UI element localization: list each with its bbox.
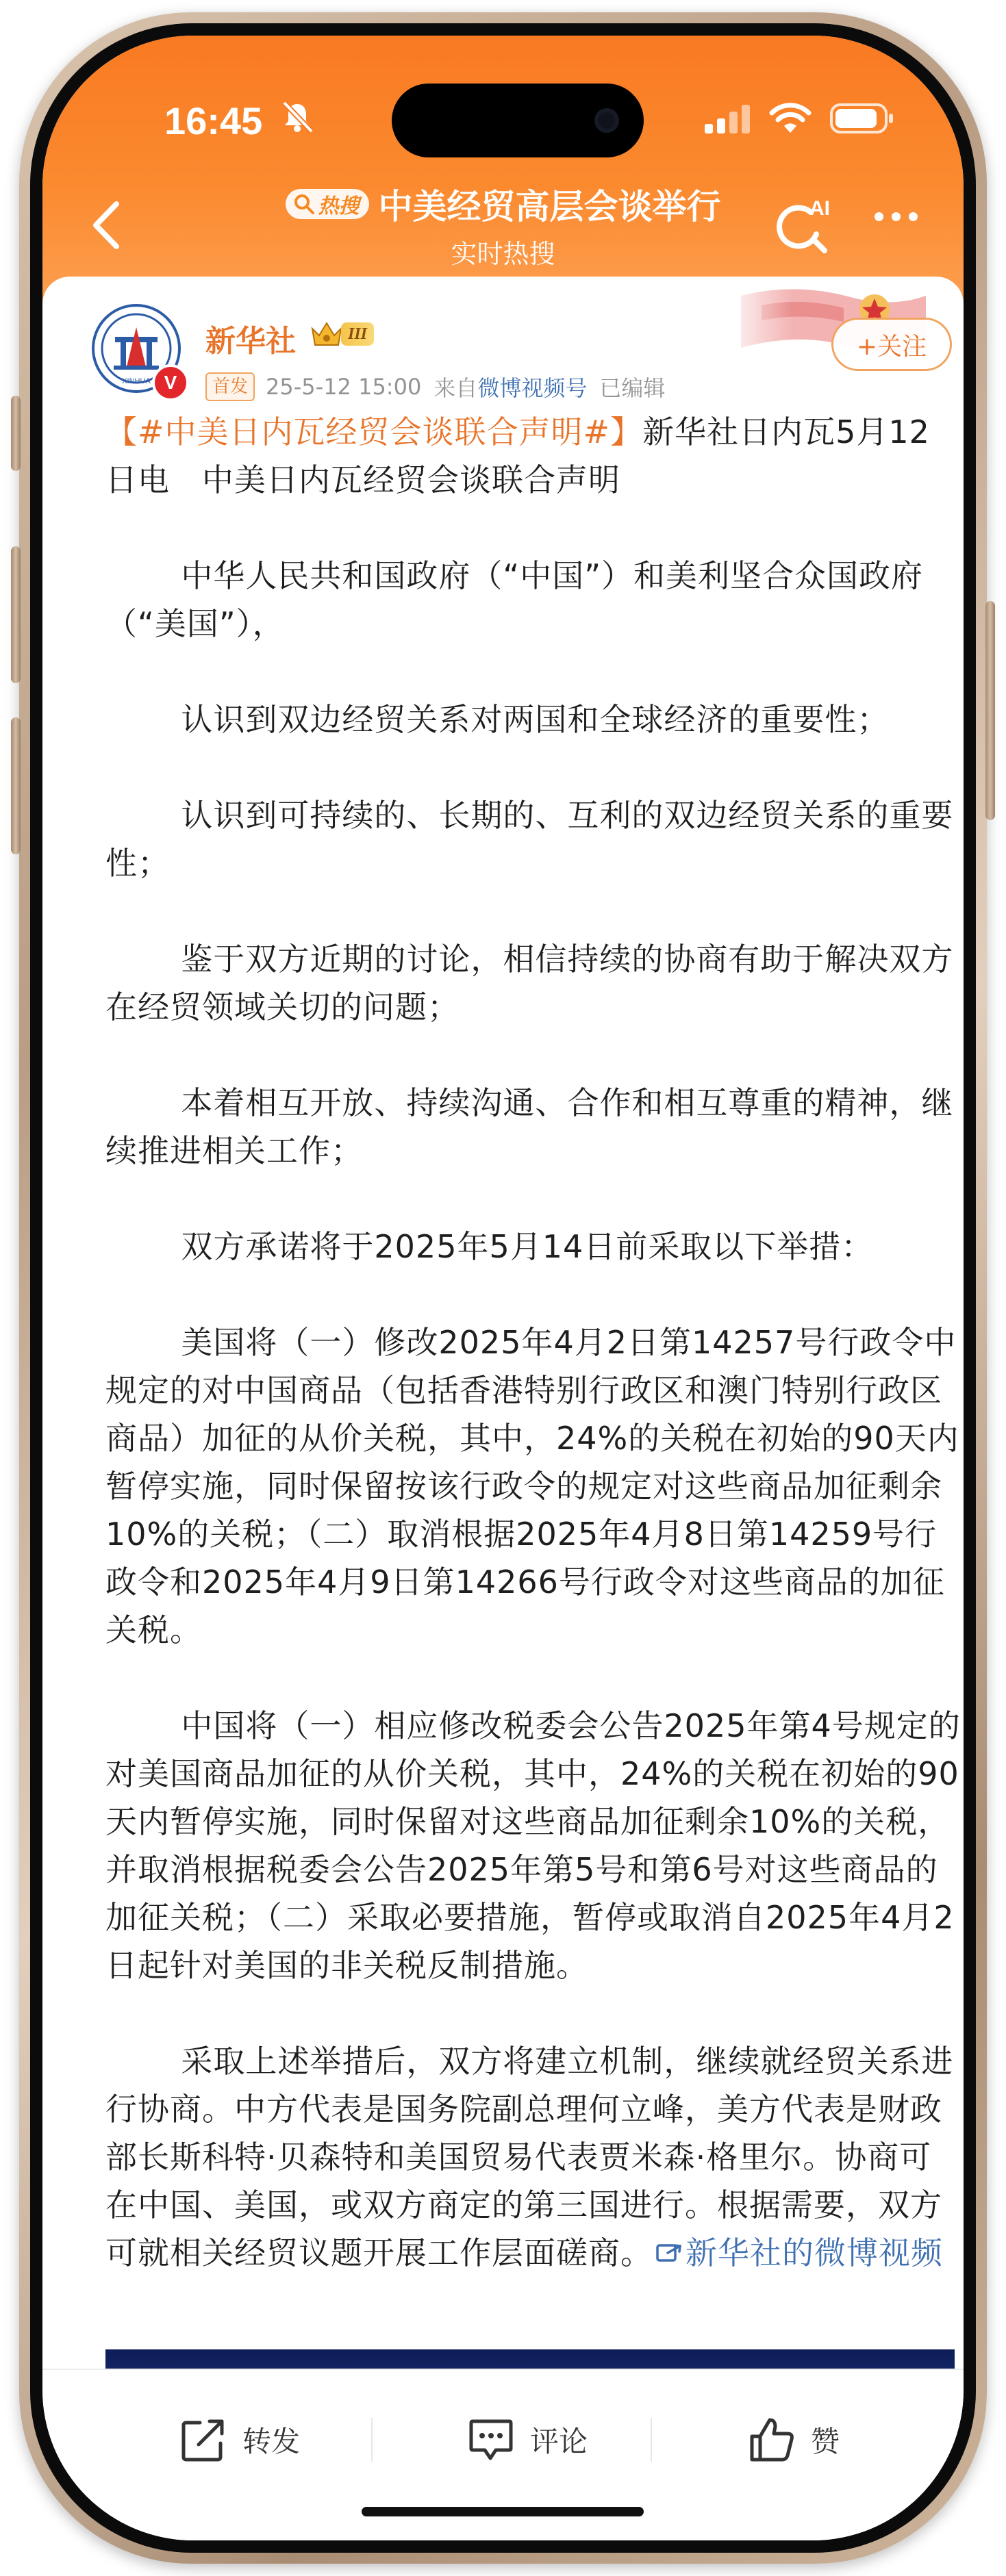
like-label: 赞 — [811, 2425, 840, 2458]
first-release-tag: 首发 — [205, 372, 255, 401]
verified-icon: V — [152, 364, 189, 401]
battery-icon — [829, 102, 895, 135]
repost-label: 转发 — [242, 2425, 301, 2458]
status-time: 16:45 — [164, 99, 263, 142]
wifi-icon — [769, 103, 812, 134]
post-body — [105, 408, 961, 2325]
post-paragraph: 美国将（一）修改2025年4月2日第14257号行政令中规定的对中国商品（包括香港特别行政区和澳门特别行政区商品）加征的从价关税，其中，24%的关税在初始的90天内暂停实施，同时保留按该行政令的规定对这些商品加征剩余10%的关税；（二）取消根据2025年4月8日第14259号行政令和2025年4月9日第14266号行政令对这些商品的加征关税。 — [105, 1324, 959, 1648]
video-link[interactable]: 新华社的微博视频 — [653, 2234, 943, 2271]
post-paragraph: 本着相互开放、持续沟通、合作和相互尊重的精神，继续推进相关工作； — [105, 1084, 954, 1169]
hashtag-link[interactable]: 【#中美日内瓦经贸会谈联合声明#】 — [105, 413, 643, 450]
post-paragraph: 中国将（一）相应修改税委会公告2025年第4号规定的对美国商品加征的从价关税，其中，24%的关税在初始的90天内暂停实施，同时保留对这些商品加征剩余10%的关税，并取消根据税委会公告2025年第5号和第6号对这些商品的加征关税；（二）采取必要措施，暂停或取消自2025年4月2日起针对美国的非关税反制措施。 — [105, 1707, 961, 1984]
post-card — [42, 277, 964, 2330]
thumbs-up-icon — [748, 2416, 796, 2464]
comment-icon — [467, 2416, 515, 2464]
source-prefix: 来自 — [433, 375, 478, 401]
post-datetime: 25-5-12 15:00 — [266, 374, 422, 400]
comment-label: 评论 — [530, 2425, 588, 2458]
volume-down-button — [11, 717, 21, 854]
power-button — [985, 601, 995, 820]
ai-badge-text: AI — [809, 197, 830, 220]
home-indicator[interactable] — [362, 2507, 644, 2516]
volume-up-button — [11, 546, 21, 683]
action-divider — [371, 2418, 373, 2462]
vip-level: III — [341, 322, 374, 346]
post-meta — [205, 371, 665, 403]
ai-search-icon — [768, 192, 844, 260]
cellular-signal-icon — [703, 103, 751, 133]
like-button[interactable] — [748, 2412, 840, 2467]
hot-search-badge-label: 热搜 — [318, 194, 360, 218]
post-intro: 【#中美日内瓦经贸会谈联合声明#】新华社日内瓦5月12日电 中美日内瓦经贸会谈联合声明 — [105, 413, 930, 498]
crown-icon — [310, 319, 344, 349]
repost-button[interactable] — [179, 2412, 300, 2467]
phone-frame — [19, 12, 987, 2564]
comment-button[interactable] — [467, 2412, 588, 2467]
post-paragraph: 鉴于双方近期的讨论，相信持续的协商有助于解决双方在经贸领域关切的问题； — [105, 941, 954, 1025]
follow-button[interactable]: +关注 — [831, 318, 952, 371]
page-title: 中美经贸高层会谈举行 — [378, 187, 721, 227]
post-paragraph: 认识到双边经贸关系对两国和全球经济的重要性； — [181, 701, 890, 738]
edited-label: 已编辑 — [599, 375, 666, 401]
screen — [42, 36, 964, 2540]
post-paragraph: 中华人民共和国政府（“中国”）和美利坚合众国政府（“美国”）， — [105, 557, 924, 642]
post-paragraph: 双方承诺将于2025年5月14日前采取以下举措： — [181, 1228, 874, 1265]
vip-badge[interactable] — [310, 316, 374, 352]
action-divider — [651, 2418, 652, 2462]
more-icon[interactable] — [875, 212, 922, 233]
author-name[interactable]: 新华社 — [205, 324, 296, 359]
svg-text:XINHUA: XINHUA — [122, 377, 151, 385]
ai-search-button[interactable] — [768, 192, 844, 260]
video-link-icon — [655, 2242, 683, 2265]
front-camera — [594, 108, 619, 133]
bezel — [30, 23, 976, 2553]
post-paragraph-last: 采取上述举措后，双方将建立机制，继续就经贸关系进行协商。中方代表是国务院副总理何立峰，美方代表是财政部长斯科特·贝森特和美国贸易代表贾米森·格里尔。协商可在中国、美国，或双方商定的第三国进行。根据需要，双方可就相关经贸议题开展工作层面磋商。 新华社的微博视频 — [105, 2043, 954, 2271]
post-source-link[interactable]: 微博视频号 — [477, 375, 588, 401]
bell-muted-icon — [279, 99, 316, 136]
repost-icon — [179, 2416, 227, 2464]
hot-search-badge — [286, 189, 369, 219]
search-icon — [292, 192, 316, 216]
status-icons — [703, 101, 895, 136]
dynamic-island — [392, 84, 644, 157]
action-button — [11, 396, 21, 471]
page-subtitle: 实时热搜 — [451, 239, 555, 269]
post-paragraph: 认识到可持续的、长期的、互利的双边经贸关系的重要性； — [105, 797, 954, 882]
